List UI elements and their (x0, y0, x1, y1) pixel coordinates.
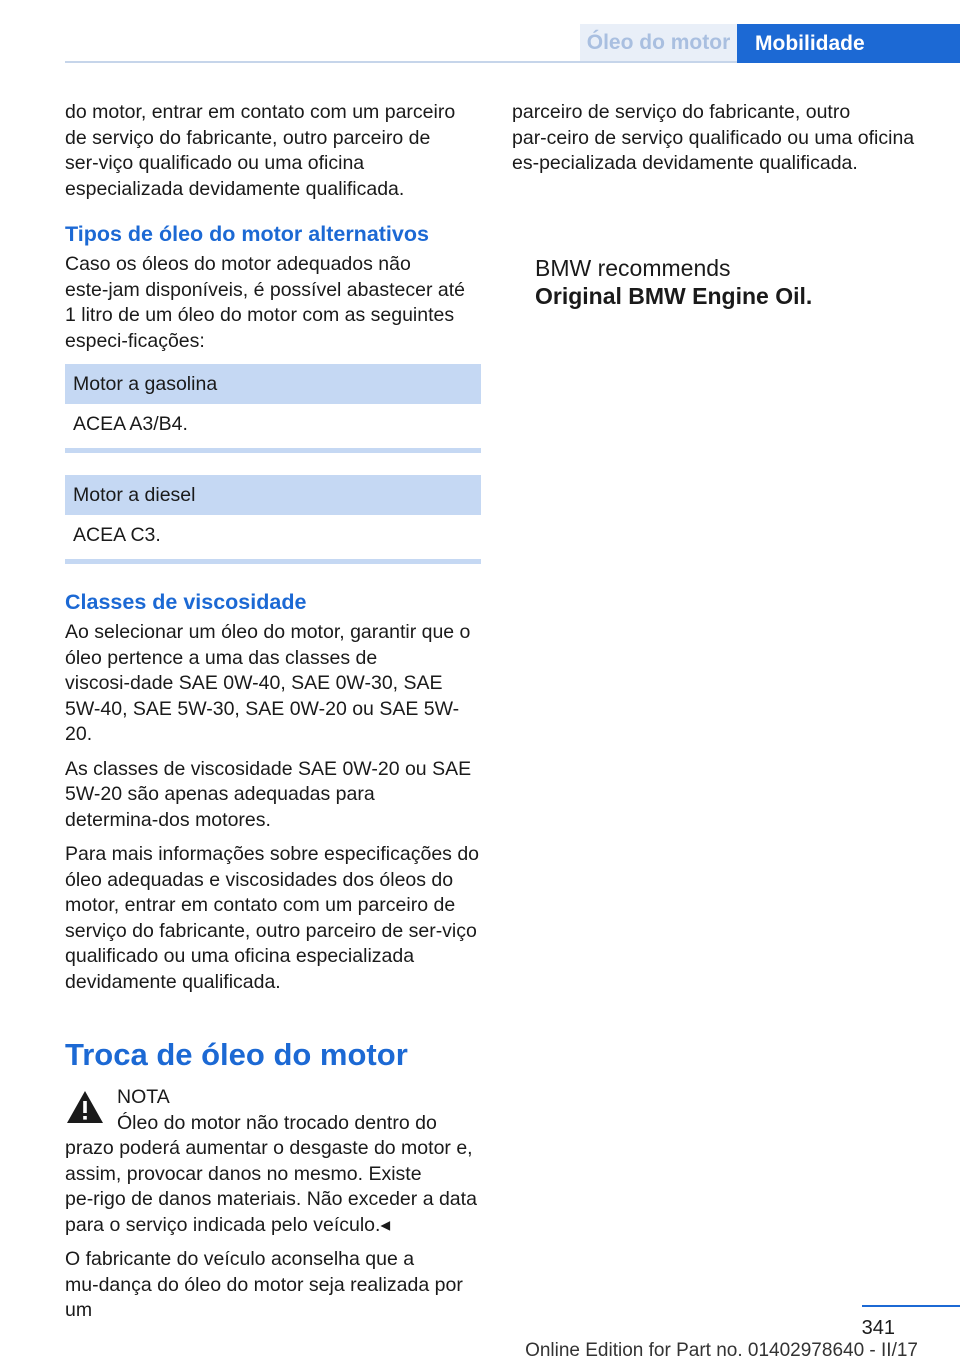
footer-edition: Online Edition for Part no. 01402978640 - II/17 (525, 1340, 918, 1361)
spec-table-petrol-head: Motor a gasolina (65, 364, 481, 404)
bmw-oil-advert (512, 255, 928, 310)
page-number: 341 (861, 1317, 895, 1339)
paragraph-continuation: parceiro de serviço do fabricante, outro par‑ceiro de serviço qualificado ou uma oficina es‑pecializada devidamente qualificada. (512, 101, 915, 174)
spec-table-diesel (65, 475, 481, 564)
notice-text-first-line: Óleo do motor não trocado dentro do (117, 1111, 437, 1134)
spec-table-diesel-value: ACEA C3. (73, 523, 161, 546)
header-section-tab[interactable]: Óleo do motor (580, 24, 737, 61)
notice-title: NOTA (117, 1086, 170, 1108)
notice-text (65, 1111, 481, 1239)
spec-table-petrol-value: ACEA A3/B4. (73, 412, 188, 435)
left-column (65, 100, 481, 1333)
paragraph-alternative-oils: Caso os óleos do motor adequados não este‑jam disponíveis, é possível abastecer até 1 litro de um óleo do motor com as seguintes especi‑ficações: (65, 253, 465, 352)
paragraph-viscosity-2: As classes de viscosidade SAE 0W-20 ou SAE 5W-20 são apenas adequadas para determina‑dos motores. (65, 757, 472, 831)
spec-table-petrol (65, 364, 481, 453)
right-column (512, 100, 928, 310)
notice-block (65, 1085, 481, 1238)
spec-table-rule (65, 559, 481, 564)
heading-oil-change: Troca de óleo do motor (65, 1037, 408, 1072)
paragraph-oil-change: O fabricante do veículo aconselha que a mu‑dança do óleo do motor seja realizada por um (65, 1248, 463, 1321)
footer-rule (862, 1305, 960, 1307)
spec-table-diesel-head: Motor a diesel (65, 475, 481, 515)
paragraph-intro: do motor, entrar em contato com um parceiro de serviço do fabricante, outro parceiro de ser‑viço qualificado ou uma oficina especializada devidamente qualificada. (65, 101, 456, 200)
warning-triangle-icon (65, 1089, 105, 1125)
heading-viscosity: Classes de viscosidade (65, 590, 307, 614)
notice-text-rest: prazo poderá aumentar o desgaste do motor e, assim, provocar danos no mesmo. Existe pe‑rigo de danos materiais. Não exceder a data para o serviço indicada pelo veículo.◂ (65, 1137, 477, 1236)
bmw-advert-line-1: BMW recommends (535, 254, 731, 281)
header-chapter-tab[interactable]: Mobilidade (737, 24, 960, 63)
paragraph-viscosity-1: Ao selecionar um óleo do motor, garantir que o óleo pertence a uma das classes de viscosi‑dade SAE 0W-40, SAE 0W-30, SAE 5W-40, SAE 5W-30, SAE 0W-20 ou SAE 5W-20. (65, 621, 471, 745)
paragraph-viscosity-3: Para mais informações sobre especificações do óleo adequadas e viscosidades dos óleos do motor, entrar em contato com um parceiro de serviço do fabricante, outro parceiro de ser‑viço qualificado ou uma oficina especializada devidamente qualificada. (65, 843, 480, 993)
heading-alternative-oils: Tipos de óleo do motor alternativos (65, 222, 429, 246)
bmw-advert-line-2: Original BMW Engine Oil. (535, 282, 813, 309)
